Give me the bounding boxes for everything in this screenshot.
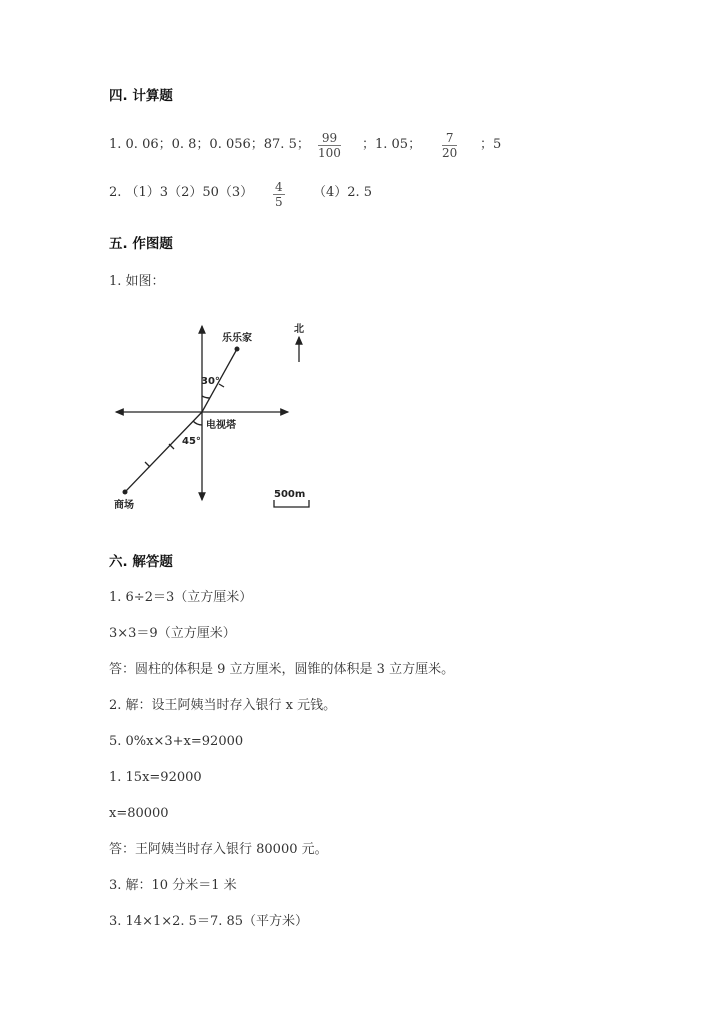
q1-answer-part1: 1. 0. 06；0. 8；0. 056；87. 5；: [109, 137, 310, 152]
north-label: 北: [294, 324, 304, 335]
angle-arc-45: [193, 421, 202, 425]
fraction-99-100: [318, 131, 341, 160]
angle-45-label: 45°: [182, 436, 201, 447]
numerator: 99: [318, 131, 341, 146]
tower-label: 电视塔: [206, 420, 236, 431]
home-point: [235, 347, 240, 352]
denominator: 20: [442, 146, 458, 160]
fraction-7-20: [442, 131, 457, 160]
solution-line: 3×3＝9（立方厘米）: [109, 626, 236, 641]
solution-line: 1. 15x=92000: [109, 770, 202, 785]
denominator: 100: [318, 146, 341, 160]
solution-line: 5. 0%x×3+x=92000: [109, 734, 244, 749]
solution-line: 1. 6÷2＝3（立方厘米）: [109, 590, 253, 605]
fraction-4-5: [273, 180, 285, 209]
solution-line: 2. 解：设王阿姨当时存入银行 x 元钱。: [109, 698, 337, 713]
angle-30-label: 30°: [201, 376, 220, 387]
numerator: 7: [442, 131, 457, 146]
section-5-title: 五. 作图题: [109, 236, 173, 252]
home-label: 乐乐家: [222, 333, 252, 344]
solution-line: 3. 14×1×2. 5＝7. 85（平方米）: [109, 914, 309, 929]
solution-line: 答：圆柱的体积是 9 立方厘米，圆锥的体积是 3 立方厘米。: [109, 662, 455, 677]
q1-answer-part2: ；1. 05；: [362, 137, 422, 152]
scale-label: 500m: [274, 489, 306, 500]
section-4-title: 四. 计算题: [109, 88, 173, 104]
q1-label: 1. 如图：: [109, 274, 165, 289]
solution-line: 3. 解：10 分米＝1 米: [109, 878, 237, 893]
mall-label: 商场: [114, 500, 134, 511]
solution-line: x=80000: [109, 806, 169, 821]
scale-bar: [274, 500, 309, 507]
angle-arc-30: [202, 396, 210, 398]
denominator: 5: [275, 195, 283, 209]
q2-answer-part1: 2. （1）3（2）50（3）: [109, 185, 254, 200]
section-6-title: 六. 解答题: [109, 554, 173, 570]
solution-line: 答：王阿姨当时存入银行 80000 元。: [109, 842, 328, 857]
numerator: 4: [275, 180, 283, 194]
line-to-mall: [125, 412, 202, 492]
mall-point: [123, 490, 128, 495]
direction-diagram: [100, 310, 330, 530]
q1-answer-part3: ；5: [480, 137, 502, 152]
q2-answer-part2: （4）2. 5: [313, 185, 373, 200]
